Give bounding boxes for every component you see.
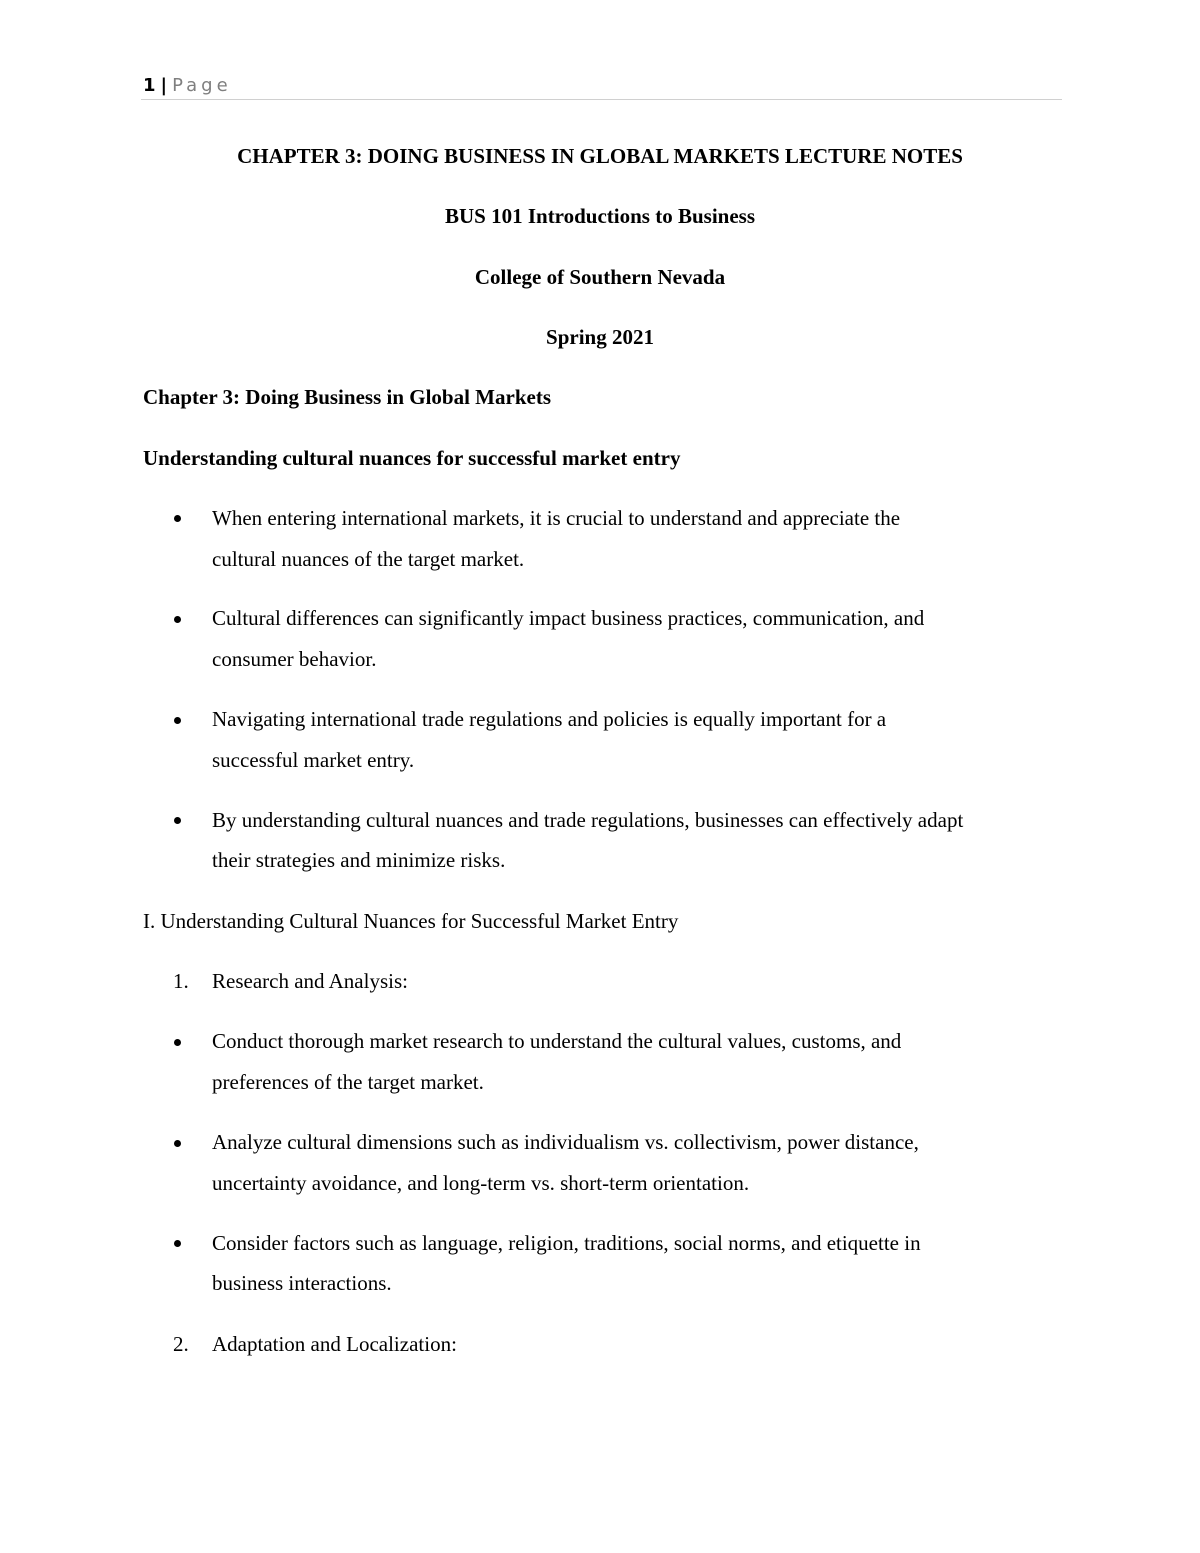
page-label: Page (172, 75, 232, 96)
bullet-text-line: consumer behavior. (212, 647, 377, 671)
item-label: Research and Analysis: (212, 969, 408, 993)
bullet-text-line: successful market entry. (212, 748, 415, 772)
bullet-icon (174, 1039, 181, 1046)
item-number: 2. (173, 1332, 189, 1356)
chapter-heading: Chapter 3: Doing Business in Global Markets (143, 385, 551, 409)
page-header (143, 74, 232, 98)
bullet-text-line: By understanding cultural nuances and trade regulations, businesses can effectively adapt (212, 808, 964, 832)
bullet-icon (174, 1240, 181, 1247)
bullet-icon (174, 817, 181, 824)
item-label: Adaptation and Localization: (212, 1332, 457, 1356)
bullet-icon (174, 515, 181, 522)
bullet-icon (174, 1140, 181, 1147)
header-separator: | (160, 75, 168, 96)
item-number: 1. (173, 969, 189, 993)
header-divider (141, 99, 1062, 100)
term-label: Spring 2021 (546, 325, 654, 349)
college-name: College of Southern Nevada (474, 265, 726, 289)
bullet-text-line: uncertainty avoidance, and long-term vs. short-term orientation. (212, 1171, 750, 1195)
bullet-text-line: their strategies and minimize risks. (212, 848, 506, 872)
page-number: 1 (143, 75, 156, 96)
bullet-text-line: Conduct thorough market research to understand the cultural values, customs, and (212, 1029, 902, 1053)
document-title: CHAPTER 3: DOING BUSINESS IN GLOBAL MARKETS LECTURE NOTES (237, 144, 963, 168)
bullet-text-line: cultural nuances of the target market. (212, 547, 525, 571)
bullet-icon (174, 717, 181, 724)
bullet-text-line: business interactions. (212, 1271, 392, 1295)
bullet-icon (174, 616, 181, 623)
bullet-text-line: When entering international markets, it is crucial to understand and appreciate the (212, 506, 901, 530)
course-title: BUS 101 Introductions to Business (444, 204, 756, 228)
bullet-text-line: Consider factors such as language, religion, traditions, social norms, and etiquette in (212, 1231, 921, 1255)
bullet-text-line: Navigating international trade regulations and policies is equally important for a (212, 707, 887, 731)
bullet-text-line: preferences of the target market. (212, 1070, 484, 1094)
bullet-text-line: Analyze cultural dimensions such as individualism vs. collectivism, power distance, (212, 1130, 919, 1154)
outline-heading: I. Understanding Cultural Nuances for Successful Market Entry (143, 909, 679, 933)
bullet-text-line: Cultural differences can significantly impact business practices, communication, and (212, 606, 925, 630)
section-heading: Understanding cultural nuances for successful market entry (143, 446, 681, 470)
